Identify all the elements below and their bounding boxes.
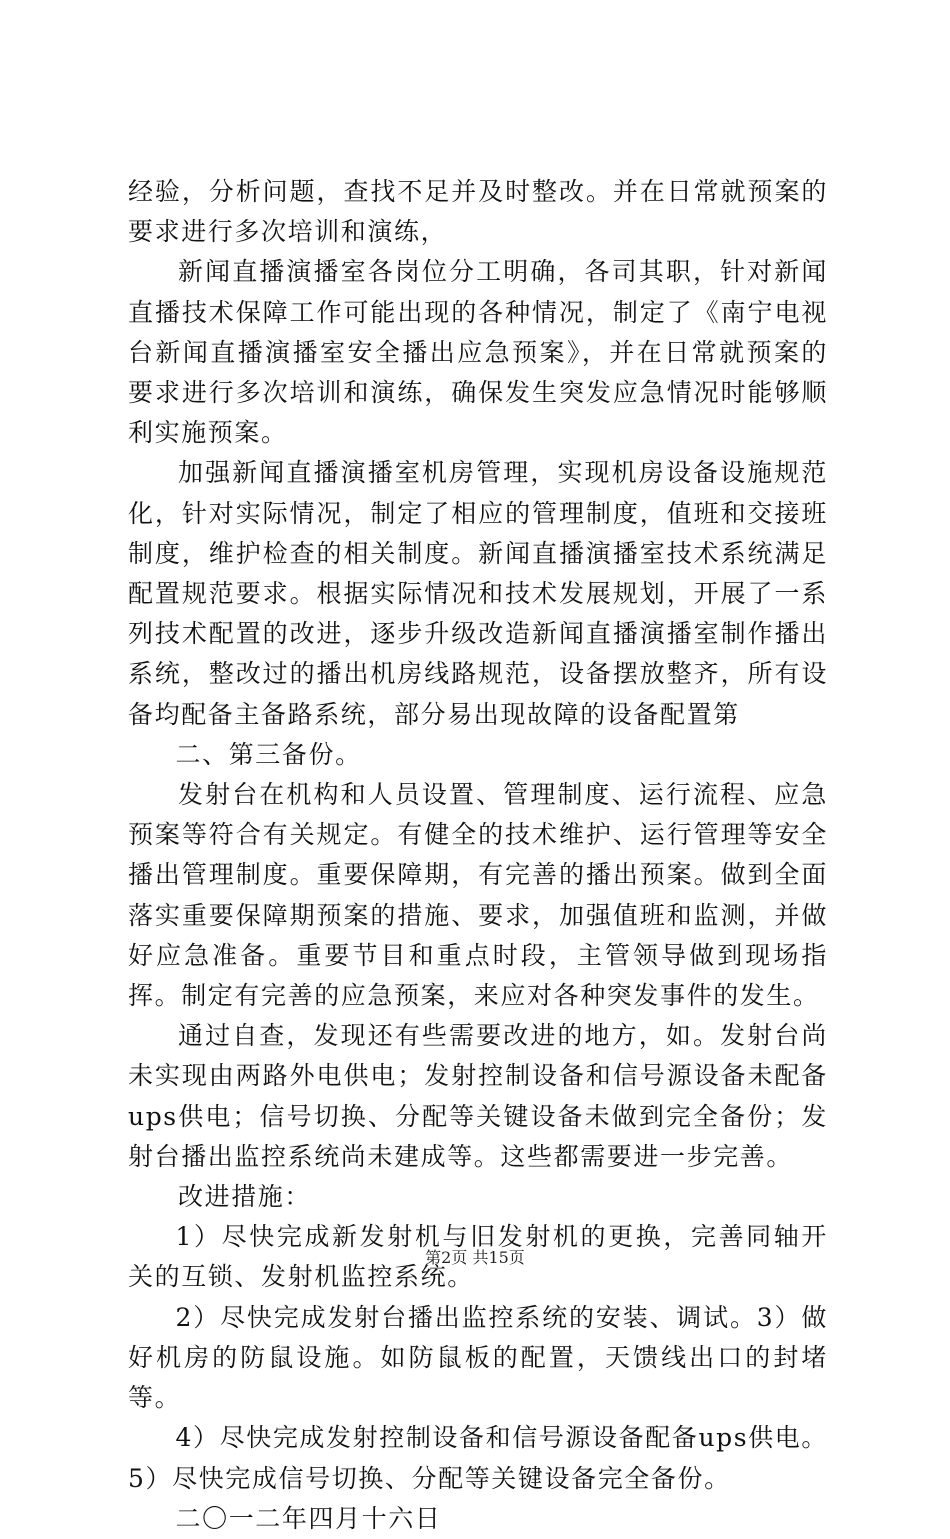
paragraph-improvement-heading: 改进措施： — [178, 1182, 312, 1212]
paragraph-transmitter-station: 发射台在机构和人员设置、管理制度、运行流程、应急预案等符合有关规定。有健全的技术维护、运行管理等安全播出管理制度。重要保障期，有完善的播出预案。做到全面落实重要保障期预案的措施、要求，加强值班和监测，并做好应急准备。重要节目和重点时段，主管领导做到现场指挥。制定有完善的应急预案，来应对各种突发事件的发生。 — [128, 780, 828, 1011]
page-footer — [0, 1245, 950, 1268]
paragraph-studio-roles: 新闻直播演播室各岗位分工明确，各司其职，针对新闻直播技术保障工作可能出现的各种情况，制定了《南宁电视台新闻直播演播室安全播出应急预案》，并在日常就预案的要求进行多次培训和演练，确保发生突发应急情况时能够顺利实施预案。 — [128, 257, 828, 448]
paragraph-machine-room: 加强新闻直播演播室机房管理，实现机房设备设施规范化，针对实际情况，制定了相应的管理制度，值班和交接班制度，维护检查的相关制度。新闻直播演播室技术系统满足配置规范要求。根据实际情况和技术发展规划，开展了一系列技术配置的改进，逐步升级改造新闻直播演播室制作播出系统，整改过的播出机房线路规范，设备摆放整齐，所有设备均配备主备路系统，部分易出现故障的设备配置第 — [128, 458, 828, 729]
page-number-label: 第2页 共15页 — [425, 1248, 525, 1267]
paragraph-measure-1: 1）尽快完成新发射机与旧发射机的更换，完善同轴开关的互锁、发射机监控系统。 — [128, 1222, 828, 1292]
document-date: 二〇一二年四月十六日 — [175, 1503, 442, 1533]
document-body — [128, 172, 828, 1539]
paragraph-measure-4-5: 4）尽快完成发射控制设备和信号源设备配备ups供电。5）尽快完成信号切换、分配等关键设备完全备份。 — [128, 1423, 828, 1493]
paragraph-continuation: 经验，分析问题，查找不足并及时整改。并在日常就预案的要求进行多次培训和演练， — [128, 177, 828, 247]
paragraph-third-backup: 二、第三备份。 — [175, 739, 362, 769]
paragraph-self-check: 通过自查，发现还有些需要改进的地方，如。发射台尚未实现由两路外电供电；发射控制设备和信号源设备未配备ups供电；信号切换、分配等关键设备未做到完全备份；发射台播出监控系统尚未建成等。这些都需要进一步完善。 — [128, 1021, 828, 1171]
paragraph-measure-2-3: 2）尽快完成发射台播出监控系统的安装、调试。3）做好机房的防鼠设施。如防鼠板的配置，天馈线出口的封堵等。 — [128, 1302, 828, 1413]
